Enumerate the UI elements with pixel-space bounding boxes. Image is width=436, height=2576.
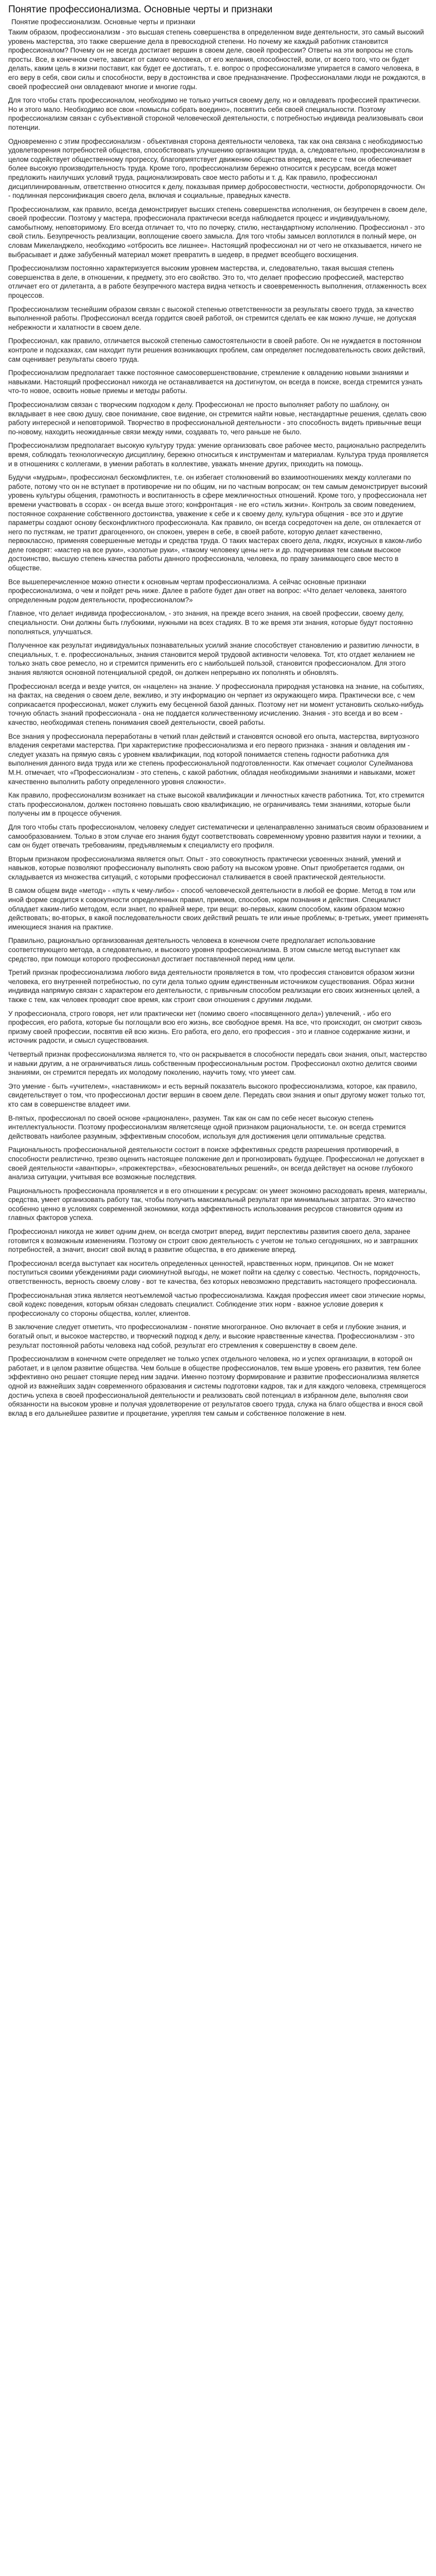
- article-paragraph: Профессионал всегда выступает как носитель определенных ценностей, нравственных норм, принципов. Он не может поступиться своими убеждениями ради сиюминутной выгоды, не может пойти на сделку с совестью. Честность, порядочность, ответственность, верность своему слову - вот те качества, без которых невозможно представить настоящего профессионала.: [8, 1259, 421, 1286]
- article-paragraph: У профессионала, строго говоря, нет или практически нет (помимо своего «посвященного дела») увлечений, - ибо его профессия, его работа, которые бы поглощали всю его жизнь, все свободное время. На все, что происходит, он смотрит сквозь призму своей профессии, посвятив ей всю жизнь. Его работа, его дело, его профессия - это и главное содержание жизни, и источник радости, и смысл существования.: [8, 1009, 422, 1045]
- article-paragraph: Профессионализм предполагает также постоянное самосовершенствование, стремление к овладению новыми знаниями и навыками. Настоящий профессионал никогда не останавливается на достигнутом, он всегда в поиске, всегда стремится узнать что-то новое, освоить новые приемы и методы работы.: [8, 369, 423, 395]
- article-paragraph: Одновременно с этим профессионализм - объективная сторона деятельности человека, так как она связана с необходимостью удовлетворения потребностей общества, способствовать улучшению организации труда, а, следовательно, профессионализм в целом содействует общественному прогрессу, благоприятствует движению общества вперед, вместе с тем он обеспечивает более высокую производительность труда. Кроме того, профессионализм бережно относится к ресурсам, всегда может предложить наилучших условий труда, рационализировать свое место работы и т. д. Как правило, профессионал дисциплинированным, ответственно относится к делу, показывая пример добросовестности, честности, добропорядочности. Он - подлинная персонификация своего дела, включая и социальные, праведных качеств.: [8, 137, 425, 200]
- article-paragraph: Четвертый признак профессионализма является то, что он раскрывается в способности передать свои знания, опыт, мастерство и навыки другим, а не ограничиваться лишь собственным профессиональным ростом. Профессионал охотно делится своими знаниями, он стремится передать их молодому поколению, научить тому, что умеет сам.: [8, 1050, 427, 1077]
- article-paragraph: Вторым признаком профессионализма является опыт. Опыт - это совокупность практически усвоенных знаний, умений и навыков, которые позволяют профессионалу выполнять свою работу на высоком уровне. Опыт приобретается годами, он складывается из множества ситуаций, с которыми профессионал сталкивается в своей практической деятельности.: [8, 855, 405, 881]
- article-body: [8, 28, 429, 1418]
- article-paragraph: Профессионал никогда не живет одним днем, он всегда смотрит вперед, видит перспективы развития своего дела, заранее готовится к возможным изменениям. Поэтому он строит свою деятельность с учетом не только сегодняшних, но и завтрашних потребностей, а значит, вносит свой вклад в развитие общества, в его движение вперед.: [8, 1228, 418, 1254]
- article-paragraph: Как правило, профессионализм возникает на стыке высокой квалификации и личностных качеств работника. Тот, кто стремится стать профессионалом, должен постоянно повышать свою квалификацию, не ограничиваясь теми знаниями, которые были получены им в процессе обучения.: [8, 791, 425, 818]
- article-paragraph: Главное, что делает индивида профессионалом, - это знания, на прежде всего знания, на своей профессии, своему делу, специальности. Они должны быть глубокими, нужными на всех стадиях. В то же время эти знания, которые будут постоянно пополняться, улучшаться.: [8, 609, 413, 636]
- article-paragraph: Будучи «мудрым», профессионал бескомфликтен, т.е. он избегает столкновений во взаимоотношениях между коллегами по работе, потому что он не вступает в противоречие ни по общим, ни по частным вопросам; он тем самым демонстрирует высокий уровень культуры общения, грамотность и воспитанность в сфере межличностных отношений. Кроме того, у профессионала нет времени участвовать в ссорах - он всегда выше этого; конфронтация - не его «стиль жизни». Контроль за своим поведением, постоянное сохранение собственного достоинства, уважение к себе и к своему делу, культура общения - все это и другие параметры создают основу бесконфликтного профессионала. Как правило, он всегда сосредоточен на деле, он отвлекается от него по пустякам, не тратит драгоценного, он спокоен, уверен в себе, в своей работе, которую делает качественно, первоклассно, применяя совершенные методы и средства труда. О таких мастерах своего дела, людях, искусных в каком-либо деле говорят: «мастер на все руки», «золотые руки», «такому человеку цены нет» и др. подчеркивая тем самым высокое достоинство, высшую степень качества работы данного профессионала, человека, по праву занимающего свое место в обществе.: [8, 473, 428, 572]
- article-paragraph: Это умение - быть «учителем», «наставником» и есть верный показатель высокого профессионализма, которое, как правило, свидетельствует о том, что профессионал достиг вершин в своем деле. Передать свои знания и опыт другому может только тот, кто сам в совершенстве владеет ими.: [8, 1082, 425, 1108]
- article-paragraph: Профессионал, как правило, отличается высокой степенью самостоятельности в своей работе. Он не нуждается в постоянном контроле и подсказках, сам находит пути решения возникающих проблем, сам определяет последовательность своих действий, сам оценивает результаты своего труда.: [8, 337, 425, 363]
- article-paragraph: Полученное как результат индивидуальных познавательных усилий знание способствует становлению и развитию личности, в специальных, т. е. профессиональных, знания становится мерой трудовой активности человека. Тот, кто отдает желанием не только знать свое ремесло, но и стремится применить его с наибольшей пользой, становится профессионалом. Для этого знания являются основной потенциальной средой, он должен непрерывно их пополнять и обновлять.: [8, 641, 420, 676]
- article-paragraph: Профессиональная этика является неотъемлемой частью профессионализма. Каждая профессия имеет свои этические нормы, свой кодекс поведения, которым обязан следовать специалист. Соблюдение этих норм - важное условие доверия к профессионалу со стороны общества, коллег, клиентов.: [8, 1291, 426, 1317]
- article-paragraph: Третий признак профессионализма любого вида деятельности проявляется в том, что профессия становится образом жизни человека, его внутренней потребностью, по сути дела только одним единственным источником существования. Образ жизни индивида напрямую связан с характером его деятельности, с привычным способом реализации его своих жизненных целей, а также с тем, как человек проводит свое время, как строит свои отношения с другими людьми.: [8, 969, 420, 1004]
- article-title: Понятие профессионализма. Основные черты и признаки: [8, 4, 273, 15]
- article-paragraph: Профессионал всегда и везде учится, он «нацелен» на знание. У профессионала природная установка на знание, на событиях, на фактах, на сведения о своем деле, вежливо, и эту информацию он черпает из окружающего мира. Практически все, с чем соприкасается профессионал, может служить ему бесценной базой данных. Поэтому нет ни момент установить сколько-нибудь точную область знаний профессионала - она не поддается количественному исчислению. Знания - это всегда и во всем - качество, необходимая степень понимания своей деятельности, своей работы.: [8, 682, 424, 726]
- article-subtitle: Понятие профессионализм. Основные черты и признаки: [11, 18, 196, 26]
- article-paragraph: Профессионализм, как правило, всегда демонстрирует высших степень совершенства исполнения, он безупречен в своем деле, своей профессии. Поэтому у мастера, профессионала практически всегда наблюдается процесс и индивидуальному, самобытному, неповторимому. Его всегда отличает то, что по почерку, стилю, нестандартному исполнению. Профессионал - это свой стиль. Безупречность реализации, воплощение своего замысла. Для того чтобы замысел воплотился в полный мере, он словам Микеланджело, необходимо «отбросить все лишнее». Настоящий профессионал ни от чего не отказывается, ничего не выбрасывает и даже забубенный материал может превратить в шедевр, в предмет всеобщего восхищения.: [8, 205, 427, 259]
- article-paragraph: В-пятых, профессионал по своей основе «рационален», разумен. Так как он сам по себе несет высокую степень интеллектуальности. Поэтому профессионализм являетсяеще одной признаком рациональности, т.е. он всегда стремится действовать наиболее разумным, эффективным способом, используя для достижения цели оптимальные средства.: [8, 1114, 406, 1140]
- article-paragraph: Все вышеперечисленное можно отнести к основным чертам профессионализма. А сейчас основные признаки профессионализма, о чем и пойдет речь ниже. Далее в работе будет дан ответ на вопрос: «Что делает человека, занятого определенным родом деятельности, профессионалом?»: [8, 578, 407, 604]
- article-paragraph: Профессионализм предполагает высокую культуру труда: умение организовать свое рабочее место, рационально распределить время, соблюдать технологическую дисциплину, бережно относиться к инструментам и материалам. Культура труда проявляется и в отношениях с коллегами, в умении работать в коллективе, уважать мнение других, приходить на помощь.: [8, 442, 429, 468]
- article-paragraph: Для того чтобы стать профессионалом, необходимо не только учиться своему делу, но и овладевать профессией практически. Но и этого мало. Необходимо все свои «помыслы собрать воедино», посвятить себя своей специальности. Поэтому профессионализм связан с субъективной стороной человеческой деятельности, с потребностью индивида реализовывать свои потенции.: [8, 96, 423, 131]
- article-paragraph: Профессионализм теснейшим образом связан с высокой степенью ответственности за результаты своего труда, за качество выполненной работы. Профессионал всегда гордится своей работой, он стремится сделать ее как можно лучше, не допуская небрежности и халатности в своем деле.: [8, 305, 416, 331]
- article-paragraph: Профессионализм постоянно характеризуется высоким уровнем мастерства, и, следовательно, такая высшая степень совершенства в деле, в отношении, к предмету, это его свойство. Это то, что делает профессию профессией, мастерство отличает его от дилетанта, а в работе безупречного мастера видна четкость и своевременность выполнения, отлаженность всех процессов.: [8, 264, 427, 300]
- article-paragraph: Для того чтобы стать профессионалом, человеку следует систематически и целенаправленно заниматься своим образованием и самообразованием. Только в этом случае его знания будут соответствовать современному уровню развития науки и техники, а сам он будет отвечать требованиям, предъявляемым к специалисту его профиля.: [8, 823, 429, 850]
- article-paragraph: Все знания у профессионала переработаны в четкий план действий и становятся основой его опыта, мастерства, виртуозного владения секретами мастерства. При характеристике профессионализма и его первого признака - знания и овладения им - следует указать на прямую связь с уровнем квалификации, под которой понимается степень годности работника для выполнения данного вида труда или же степень профессиональной подготовленности. Как отмечает социолог Сулейманова М.Н. отмечает, что «Профессионализм - это степень, с какой работник, обладая необходимыми знаниями и навыками, может качественно выполнить работу определенного уровня сложности».: [8, 732, 420, 786]
- article-paragraph: Правильно, рационально организованная деятельность человека в конечном счете предполагает использование соответствующего метода, а следовательно, и высокого уровня профессионализма. В этом смысле метод выступает как средство, при помощи которого профессионал достигает поставленной перед ним цели.: [8, 937, 400, 963]
- article-paragraph: Профессионализм в конечном счете определяет не только успех отдельного человека, но и успех организации, в которой он работает, и в целом развитие общества. Чем больше в обществе профессионалов, тем выше уровень его развития, тем более эффективно оно решает стоящие перед ним задачи. Именно поэтому формирование и развитие профессионализма является одной из важнейших задач современного образования и системы подготовки кадров, так и для каждого человека, стремящегося достичь успеха в своей профессиональной деятельности и реализовать свой потенциал в избранном деле, выполняя свои обязанности на высоком уровне и получая удовлетворение от результатов своего труда, служа на благо общества и внося свой вклад в его дальнейшее развитие и процветание, укрепляя тем самым и собственное положение в нем.: [8, 1355, 426, 1417]
- article-paragraph: Профессионализм связан с творческим подходом к делу. Профессионал не просто выполняет работу по шаблону, он вкладывает в нее свою душу, свое понимание, свое видение, он стремится найти новые, нестандартные решения, сделать свою работу интересной и неповторимой. Творчество в профессиональной деятельности - это способность видеть привычные вещи по-новому, находить неожиданные связи между ними, создавать то, чего раньше не было.: [8, 400, 427, 436]
- article-paragraph: Таким образом, профессионализм - это высшая степень совершенства в определенном виде деятельности, это самый высокий уровень мастерства, это также свершение дела в превосходной степени. Но почему же каждый работник становится профессионалом? Почему он не всегда достигает вершин в своем деле, своей профессии? Ответы на эти вопросы не столь просты. Все, в конечном счете, зависит от самого человека, от его желания, способностей, воли, от всего того, что он будет делать, каким цель в жизни поставит, как будет ее достигать, т. е. вопрос о профессионализме упирается в самого человека, в его веру в себя, свои силы и способности, веру в достоинства и свое предназначение. Профессионалами люди не рождаются, в своей профессией они овладевают многие и многие годы.: [8, 28, 426, 91]
- article-paragraph: В самом общем виде «метод» - «путь к чему-либо» - способ человеческой деятельности в любой ее форме. Метод в том или иной форме сводится к совокупности определенных правил, приемов, способов, норм познания и действия. Специалист обладает каким-либо методом, если знает, по крайней мере, три вещи: во-первых, каким способом, каким образом можно действовать; во-вторых, в какой последовательности своих действий решать те или иные проблемы; в-третьих, умеет применять имеющиеся знания на практике.: [8, 887, 429, 931]
- article-paragraph: Рациональность профессионала проявляется и в его отношении к ресурсам: он умеет экономно расходовать время, материалы, средства, умеет организовать работу так, чтобы получить максимальный результат при минимальных затратах. Это качество особенно ценно в условиях современной экономики, когда эффективность использования ресурсов становится одним из главных факторов успеха.: [8, 1187, 427, 1222]
- article-paragraph: Рациональность профессиональной деятельности состоит в поиске эффективных средств разрешения противоречий, в способности реалистично, трезво оценить настоящее положение дел и прогнозировать будущее. Профессионал не допускает в своей деятельности «авантюры», «прожектерства», «безосновательных решений», он всегда действует на основе глубокого анализа ситуации, учитывая все возможные последствия.: [8, 1146, 425, 1181]
- article-paragraph: В заключение следует отметить, что профессионализм - понятие многогранное. Оно включает в себя и глубокие знания, и богатый опыт, и высокое мастерство, и творческий подход к делу, и высокие нравственные качества. Профессионализм - это результат постоянной работы человека над собой, результат его стремления к совершенству в своем деле.: [8, 1323, 415, 1349]
